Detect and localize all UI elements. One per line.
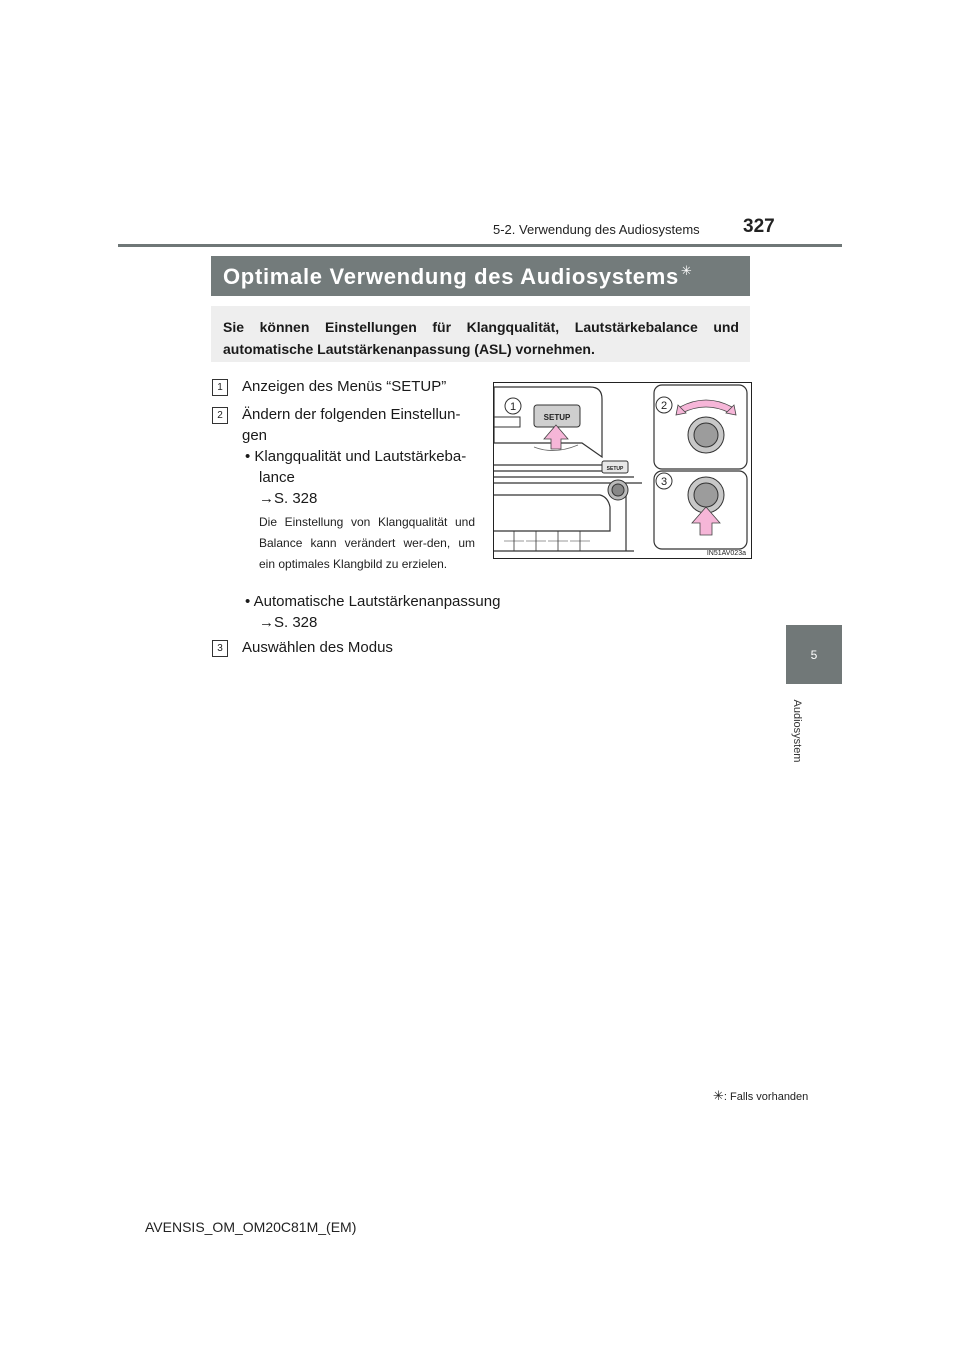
- zoom-2-knob-center: [694, 423, 718, 447]
- section-header: 5-2. Verwendung des Audiosystems: [493, 222, 700, 237]
- header-rule: [118, 244, 842, 247]
- audio-panel-illustration: [493, 382, 752, 559]
- callout-label-2: 2: [660, 400, 668, 412]
- step-number-3: 3: [212, 640, 228, 657]
- bullet-1-line1: • Klangqualität und Lautstärkeba-: [245, 448, 467, 465]
- optional-marker-icon: ✳: [680, 263, 693, 278]
- step-2-text-line2: gen: [242, 427, 268, 444]
- callout-label-1: 1: [509, 401, 517, 413]
- chapter-label: Audiosystem: [791, 699, 803, 763]
- head-unit-outline: [494, 465, 642, 551]
- step-2-text-line1: Ändern der folgenden Einstellun-: [242, 406, 461, 423]
- section-title: [223, 263, 693, 290]
- panel-setup-label: SETUP: [606, 466, 624, 472]
- zoom-3-knob-center: [694, 483, 718, 507]
- section-title-bar: [211, 256, 750, 296]
- bullet-2-ref: →S. 328: [259, 614, 318, 631]
- bullet-1-ref: →S. 328: [259, 490, 318, 507]
- step-number-2: 2: [212, 407, 228, 424]
- page-number: 327: [743, 216, 775, 237]
- footnote: [713, 1088, 808, 1104]
- document-code: AVENSIS_OM_OM20C81M_(EM): [145, 1219, 357, 1235]
- callout-label-3: 3: [660, 476, 668, 488]
- section-title-text: Optimale Verwendung des Audiosystems: [223, 264, 679, 289]
- zoom-setup-label: SETUP: [543, 413, 571, 422]
- bullet-2-line1: • Automatische Lautstärkenanpassung: [245, 593, 501, 610]
- bullet-1-note: Die Einstellung von Klangqualität und Balance kann verändert wer-den, um ein optimales Klangbild zu erzielen.: [259, 515, 475, 571]
- intro-text: Sie können Einstellungen für Klangqualität, Lautstärkebalance und automatische Lautstärkenanpassung (ASL) vornehmen.: [223, 319, 739, 357]
- bullet-1-line2: lance: [259, 469, 295, 486]
- step-3-text: Auswählen des Modus: [242, 639, 393, 656]
- step-number-1: 1: [212, 379, 228, 396]
- footnote-text: : Falls vorhanden: [723, 1091, 809, 1103]
- panel-knob-center: [612, 484, 624, 496]
- audio-panel-drawing: [494, 383, 751, 558]
- chapter-tab: 5: [786, 625, 842, 684]
- intro-box: [211, 306, 750, 362]
- illustration-code: IN51AV023a: [706, 550, 746, 557]
- footnote-marker-icon: ✳: [713, 1088, 724, 1103]
- step-1-text: Anzeigen des Menüs “SETUP”: [242, 378, 447, 395]
